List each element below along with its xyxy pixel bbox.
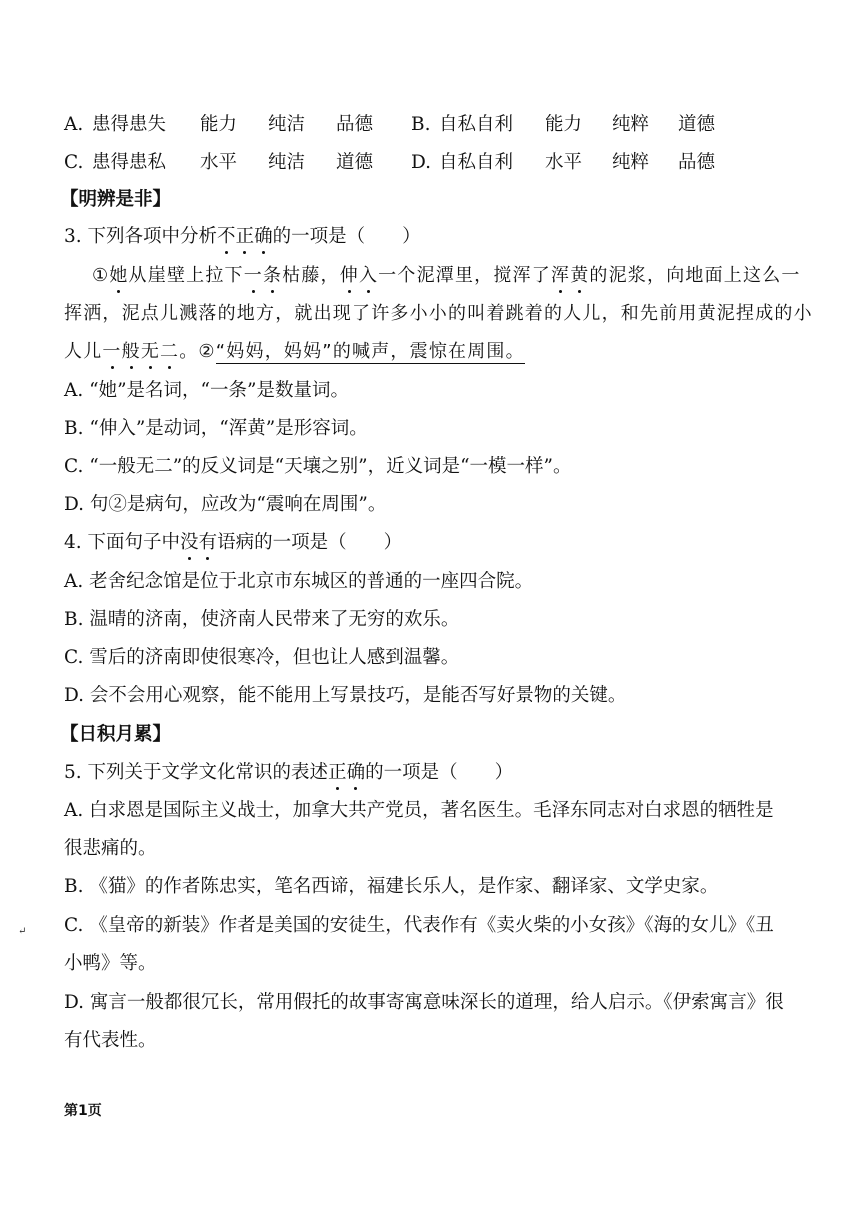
q3-passage-line-1 bbox=[92, 263, 801, 289]
q5-stem-post: 的一项是（ ） bbox=[365, 762, 514, 783]
q3-passage-seg-num2: 。② bbox=[179, 341, 216, 362]
q2-option-c-word1: 患得患私 bbox=[92, 152, 167, 173]
q5-stem-emphasis-1: 正 bbox=[328, 760, 347, 786]
q2-option-d-word1: 自私自利 bbox=[439, 152, 514, 173]
q3-passage-seg-renr: 人儿 bbox=[64, 341, 103, 362]
q3-passage-word-hun: 浑 bbox=[551, 263, 570, 289]
q3-passage-word-ta: 她 bbox=[109, 263, 128, 289]
q5-option-b: B. 《猫》的作者陈忠实，笔名西谛，福建长乐人，是作家、翻译家、文学史家。 bbox=[64, 876, 719, 897]
q2-option-c-word4: 道德 bbox=[336, 152, 374, 173]
q3-option-d: D. 句②是病句，应改为“震响在周围”。 bbox=[64, 494, 387, 515]
q2-option-b-word1: 自私自利 bbox=[439, 114, 514, 135]
q3-stem-emphasis-3: 确 bbox=[254, 224, 273, 250]
q4-stem bbox=[64, 530, 402, 556]
q3-passage-underlined-sentence: “妈妈，妈妈”的喊声，震惊在周围。 bbox=[215, 341, 525, 362]
q2-option-c-label: C. bbox=[64, 152, 84, 173]
q2-option-c-word3: 纯洁 bbox=[268, 152, 306, 173]
q3-passage-word-tiao: 条 bbox=[263, 263, 282, 289]
q5-option-c-line-1: C. 《皇帝的新装》作者是美国的安徒生，代表作有《卖火柴的小女孩》《海的女儿》《丑 bbox=[64, 915, 774, 936]
q3-passage-seg-h: 一个泥潭里，搅浑了 bbox=[378, 265, 551, 286]
q5-stem-pre: 5. 下列关于文学文化常识的表述 bbox=[64, 762, 329, 783]
q3-option-c: C. “一般无二”的反义词是“天壤之别”，近义词是“一模一样”。 bbox=[64, 456, 572, 477]
q3-passage-seg-e: 枯藤， bbox=[282, 265, 340, 286]
q2-option-d-word4: 品德 bbox=[678, 152, 716, 173]
q3-passage-word-yi: 一 bbox=[244, 263, 263, 289]
q3-stem-emphasis-2: 正 bbox=[236, 224, 255, 250]
q5-stem-emphasis-2: 确 bbox=[347, 760, 366, 786]
q2-option-a-label: A. bbox=[64, 114, 84, 135]
q2-option-d-label: D. bbox=[411, 152, 432, 173]
q2-option-d-word3: 纯粹 bbox=[612, 152, 650, 173]
q2-option-b-label: B. bbox=[411, 114, 431, 135]
q2-option-a-word2: 能力 bbox=[200, 114, 238, 135]
q3-stem-post: 的一项是（ ） bbox=[272, 226, 421, 247]
q2-option-b-word4: 道德 bbox=[678, 114, 716, 135]
q5-stem bbox=[64, 760, 513, 786]
q2-option-a-word4: 品德 bbox=[336, 114, 374, 135]
page-number: 第1页 bbox=[64, 1103, 102, 1119]
q4-option-d: D. 会不会用心观察，能不能用上写景技巧，是能否写好景物的关键。 bbox=[64, 685, 627, 706]
q4-stem-emphasis-2: 有 bbox=[199, 530, 218, 556]
q5-option-a-line-1: A. 白求恩是国际主义战士，加拿大共产党员，著名医生。毛泽东同志对白求恩的牺牲是 bbox=[64, 800, 774, 821]
q4-option-a: A. 老舍纪念馆是位于北京市东城区的普通的一座四合院。 bbox=[64, 571, 534, 592]
q3-passage-line-2: 挥洒，泥点儿溅落的地方，就出现了许多小小的叫着跳着的人儿，和先前用黄泥捏成的小 bbox=[64, 303, 813, 324]
q3-passage-seg-k: 的泥浆，向地面上这么一 bbox=[589, 265, 801, 286]
q2-option-d-word2: 水平 bbox=[545, 152, 583, 173]
q4-stem-emphasis-1: 没 bbox=[180, 530, 199, 556]
q3-passage-word-wu: 无 bbox=[141, 339, 160, 365]
q4-stem-pre: 4. 下面句子中 bbox=[64, 532, 181, 553]
q3-stem bbox=[64, 224, 421, 250]
q3-passage-word-huang: 黄 bbox=[570, 263, 589, 289]
q3-passage-line-3 bbox=[64, 339, 525, 365]
q3-passage-word-ru: 入 bbox=[359, 263, 378, 289]
q3-passage-word-er: 二 bbox=[160, 339, 179, 365]
q2-option-b-word2: 能力 bbox=[545, 114, 583, 135]
q5-option-c-line-2: 小鸭》等。 bbox=[64, 953, 157, 974]
q4-stem-post: 语病的一项是（ ） bbox=[217, 532, 403, 553]
q3-passage-num-1: ① bbox=[92, 265, 110, 286]
q5-option-d-line-2: 有代表性。 bbox=[64, 1030, 157, 1051]
q2-option-a-word1: 患得患失 bbox=[92, 114, 167, 135]
section-heading-riji: 【日积月累】 bbox=[60, 724, 172, 745]
q3-passage-word-ban: 般 bbox=[122, 339, 141, 365]
q5-option-a-line-2: 很悲痛的。 bbox=[64, 838, 157, 859]
q2-option-a-word3: 纯洁 bbox=[268, 114, 306, 135]
q5-option-d-line-1: D. 寓言一般都很冗长，常用假托的故事寄寓意味深长的道理，给人启示。《伊索寓言》很 bbox=[64, 992, 784, 1013]
q3-passage-seg-b: 从崖壁上拉下 bbox=[128, 265, 244, 286]
q3-passage-word-shen: 伸 bbox=[340, 263, 359, 289]
q3-passage-word-yi2: 一 bbox=[102, 339, 121, 365]
q2-option-b-word3: 纯粹 bbox=[612, 114, 650, 135]
q4-option-c: C. 雪后的济南即使很寒冷，但也让人感到温馨。 bbox=[64, 647, 460, 668]
q4-option-b: B. 温晴的济南，使济南人民带来了无穷的欢乐。 bbox=[64, 609, 460, 630]
q3-stem-emphasis-1: 不 bbox=[217, 224, 236, 250]
q2-option-c-word2: 水平 bbox=[200, 152, 238, 173]
q3-option-a: A. “她”是名词，“一条”是数量词。 bbox=[64, 380, 349, 401]
stray-return-mark: ↵ bbox=[18, 926, 27, 937]
q3-option-b: B. “伸入”是动词，“浑黄”是形容词。 bbox=[64, 418, 368, 439]
q3-stem-pre: 3. 下列各项中分析 bbox=[64, 226, 218, 247]
section-heading-mingbian: 【明辨是非】 bbox=[60, 189, 172, 210]
